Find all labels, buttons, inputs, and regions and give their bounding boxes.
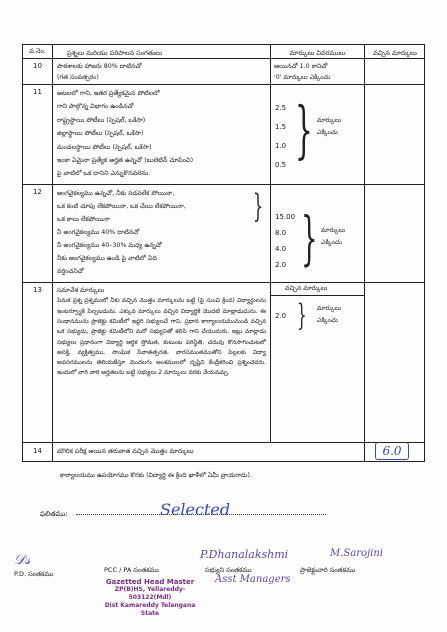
marks-value: 2.0: [275, 312, 287, 320]
head-master-stamp: [100, 578, 200, 618]
question-line: ఒక కాలు లేకపోయినా: [57, 216, 110, 223]
right-brace: }: [295, 93, 313, 166]
member-signature-label: సభ్యుని సంతకము: [205, 566, 252, 574]
marks-instruction: [321, 225, 345, 249]
total-marks-label: మౌలిక పరీక్ష అయిన తరువాత వచ్చిన మొత్తం మార్కులు: [53, 443, 365, 461]
table-header: [23, 45, 424, 59]
marks-table: [22, 44, 425, 462]
total-awarded-marks: 6.0: [375, 443, 409, 460]
result-handwritten: Selected: [160, 500, 231, 519]
question-line: రాష్ట్రస్థాయి పోటీలు (స్పెషల్, ఒకేసా): [57, 116, 146, 124]
marks-label: ఎక్కించు: [317, 129, 338, 136]
marks-instruction: [317, 303, 341, 327]
awarded-cell: [365, 443, 425, 461]
pd-signature-label: P.D. సంతకము: [14, 570, 54, 578]
awarded-cell: [365, 185, 425, 282]
marks-value: 15.00: [275, 213, 296, 221]
table-row: [23, 185, 424, 283]
row-marks-details: [271, 185, 365, 282]
right-brace: }: [253, 187, 264, 225]
member-signature: P.Dhanalakshmi: [200, 548, 289, 561]
marks-label: మార్కులు: [317, 117, 342, 124]
row-marks-details: [271, 283, 365, 442]
marks-label: మార్కులు: [317, 305, 342, 312]
marks-value: 0.5: [275, 161, 287, 169]
question-line: అంగవైకల్యము ఉన్నచో, నీకు నడవలేక పోయినా,: [57, 190, 175, 197]
marks-subheader: వచ్చిన మార్కులు: [271, 283, 364, 296]
office-use-note: కార్యాలయము ఉపయోగము కొరకు (విద్యార్థి ఈ క్రింది ఖాళీలో ఏమీ వ్రాయరాదు).: [60, 472, 252, 479]
table-row: [23, 85, 424, 185]
table-row: [23, 283, 424, 443]
row-question: [53, 85, 271, 184]
row-number: 10: [23, 59, 53, 84]
marks-label: మార్కులు: [321, 227, 346, 234]
table-row: [23, 59, 424, 85]
awarded-cell: [365, 59, 425, 84]
question-line: నీకు అంగవైకల్యము ఉండి పై వాటిలో ఏది: [57, 255, 157, 262]
row-marks-details: [271, 85, 365, 184]
marks-value: 8.0: [275, 229, 287, 237]
question-line: గాని పాల్గొన్న విభాగం ఉండినచో: [57, 103, 134, 111]
marks-value: 2.0: [275, 261, 287, 269]
question-line: ఇంకా ఏమైనా ప్రత్యేక అర్హత ఉన్నచో (బులెటిన్ చూపించి): [57, 157, 194, 165]
marks-value: 1.0: [275, 142, 287, 150]
header-question: ప్రశ్నలు మరియు పరిపాలన సంగతులు: [53, 45, 271, 58]
marks-line: ఆయినచో 1.0 కానిచో: [274, 63, 328, 70]
stamp-title: Gazetted Head Master: [105, 578, 195, 586]
row-question: [53, 283, 271, 442]
asst-managers-note: Asst Managers: [215, 574, 291, 585]
right-brace: }: [301, 204, 318, 272]
pd-signature-mark: 𝒟𝓈: [14, 552, 31, 568]
stamp-line: ZP(B)HS, Yellareddy-503122(Mdl): [114, 586, 186, 601]
marks-value: 1.5: [275, 123, 287, 131]
row-number: 12: [23, 185, 53, 282]
header-marks-details: మార్కులు వివరములు: [271, 45, 365, 58]
marks-values: [275, 209, 295, 273]
header-sno: వ.నెం.: [23, 45, 53, 58]
project-signature: M.Sarojini: [330, 548, 383, 559]
question-line: వర్తించనిచో: [57, 268, 84, 275]
marks-value: 4.0: [275, 245, 287, 253]
marks-values: [275, 99, 286, 175]
awarded-cell: [365, 283, 425, 442]
marks-label: ఎక్కించు: [317, 317, 338, 324]
result-label: ఫలితము:: [40, 510, 68, 518]
marks-value: 2.5: [275, 104, 287, 112]
question-line: నీ అంగవైకల్యము 40% దాటినచో: [57, 229, 140, 236]
stamp-line: Dist Kamareddy Telangana State: [104, 602, 196, 617]
question-line: పై వాటిలో ఒక దానిని ఎన్నుకొనవలెను.: [57, 170, 151, 178]
pcc-signature-label: PCC / PA సంతకము: [104, 566, 159, 574]
question-line: జిల్లాస్థాయి పోటీలు (స్పెషల్, ఒకేసా): [57, 130, 144, 138]
marks-label: ఎక్కించు: [321, 239, 342, 246]
marks-instruction: [317, 115, 341, 139]
row-number: 13: [23, 283, 53, 442]
question-line: అటలలో గాని, ఇతర ప్రత్యేకమైన పోటిలలో: [57, 90, 160, 97]
awarded-cell: [365, 85, 425, 184]
row-question: [53, 59, 271, 84]
question-line: నీ అంగవైకల్యము 40–30% మధ్య ఉన్నచో: [57, 242, 162, 249]
table-row: [23, 443, 424, 461]
interview-paragraph: పినుక ప్రశ్న ప్రశ్నములో నీకు వచ్చిన మొత్తం మార్కులను బట్టి (పై సుంచి క్రింద) విద్యార్థులను ఇంటర్వ్యూకి పిల్చబడును. ఎక్కువ మార్కులు వచ్చిన విద్యార్థికి మొదటి మాట్లాడుదును. ఈ సంధానమును ప్రాజెక్టు కమిటీలో ఇద్దరి సభ్యులచే గాని, ప్రధాన కార్యాలయమునుండి వచ్చిన ఒక సభ్యుడు, ప్రాజెక్టు కమిటీలోని మరో సభ్యునితో కలిసి గాని చేయుదురు. ఇట్లు మాట్లాడు సభ్యులు ప్రధానంగా విద్యార్థి ఆర్థిక స్తోమత, కుటుంబ పరిస్థితి, చదువు కొనసాగించుటలో ఆసక్తి, వ్యక్తిత్వము, సాంఘిక సేవాతత్పరత, వారసమంతముతోని పిల్లలకు విద్యా అవసరములను తెలియజేస్తూ మొదలగు అంశములలో దృష్టిని కేంద్రీకరించి ప్రశ్నించెదరు. ఇందులో వారి వారి అర్హతలను బట్టి సభ్యులు 2 మార్కులు వరకు వేయవచ్చు.: [57, 298, 266, 377]
marks-line: '0' మార్కులు ఎక్కించు: [274, 74, 331, 82]
project-signature-label: ప్రాజెక్టువారి సంతకము: [300, 566, 356, 574]
question-line: (గత సంవత్సరం): [57, 74, 99, 82]
row-number: 11: [23, 85, 53, 184]
section-title: సమావేశ మార్కులు: [57, 287, 105, 294]
right-brace: }: [297, 298, 307, 333]
question-line: మండలస్థాయి పోటీలు (స్పెషల్, ఒకేసా): [57, 143, 152, 151]
row-marks-details: [271, 59, 365, 84]
question-line: పాఠశాలకు హాజరు 80% దాటినచో: [57, 63, 142, 70]
header-awarded: వచ్చిన మార్కులు: [373, 49, 417, 57]
question-line: ఒక కంటి చూపు లేకపోయినా, ఒక చేయి లేకపోయినా,: [57, 203, 186, 210]
row-number: 14: [23, 443, 53, 461]
row-question: [53, 185, 271, 282]
